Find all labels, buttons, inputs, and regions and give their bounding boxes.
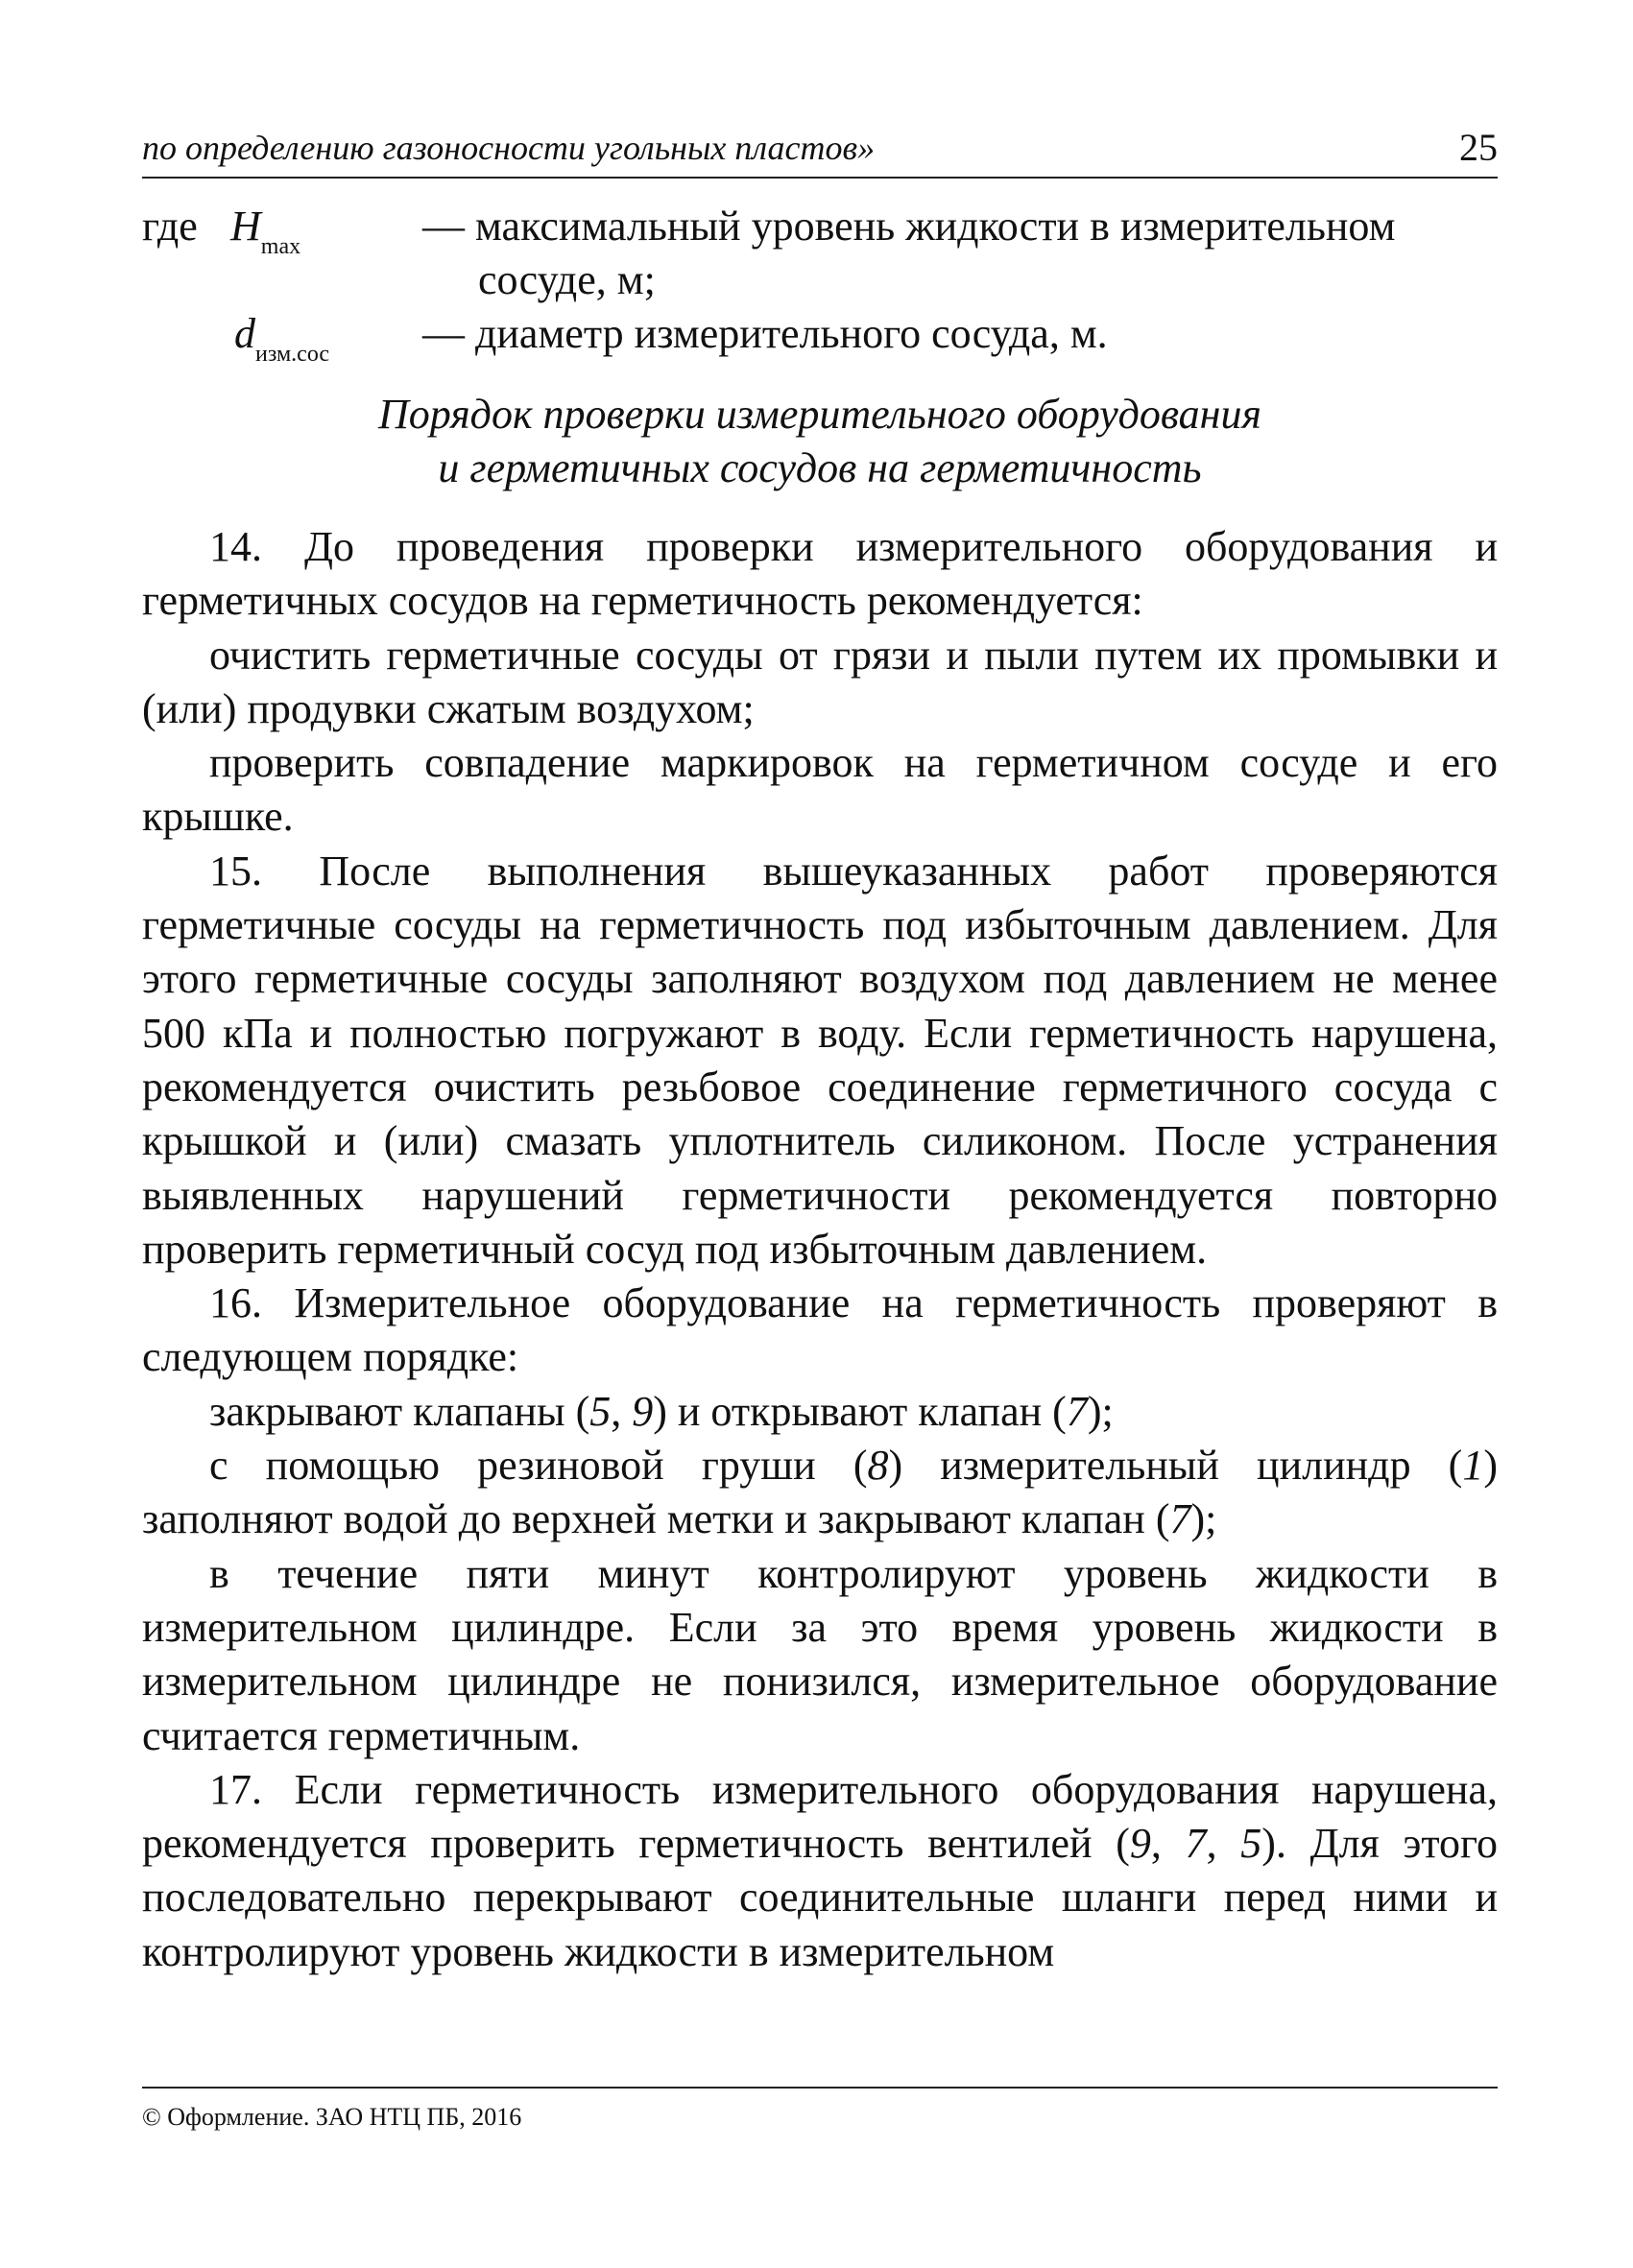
paragraph-five-minutes: в течение пяти минут контролируют уровень жидкости в измерительном цилиндре. Если за это время уровень жидкости в измерительном цилиндре не понизился, измерительное оборудование считается герметичным. — [142, 1549, 1498, 1759]
definition-diameter — [142, 307, 1498, 367]
text-run: ). Для этого последовательно перекрывают соединительные шланги перед ними и контролируют уровень жидкости в измерительном — [142, 1820, 1499, 1975]
text-run: ); — [1190, 1495, 1217, 1543]
symbol-definitions — [142, 200, 1498, 367]
definition-line: — диаметр измерительного сосуда, м. — [422, 310, 1108, 357]
running-header — [142, 123, 1498, 179]
text-run: , — [1206, 1820, 1241, 1868]
page-number: 25 — [1459, 126, 1498, 169]
footer-divider — [142, 2087, 1498, 2089]
reference-number: 9 — [1129, 1820, 1151, 1868]
definition-lead: где — [142, 203, 198, 250]
text-run: 17. Если герметичность измерительного оборудования нарушена, рекомендуется проверить герметичность вентилей ( — [142, 1765, 1498, 1868]
symbol-hmax — [230, 200, 300, 274]
symbol-letter: H — [230, 203, 261, 250]
running-title: по определению газоносности угольных пластов» — [142, 129, 876, 167]
paragraph-16: 16. Измерительное оборудование на герметичность проверяют в следующем порядке: — [142, 1279, 1498, 1381]
body-text — [142, 520, 1498, 1979]
paragraph-14: 14. До проведения проверки измерительного оборудования и герметичных сосудов на герметичность рекомендуется: — [142, 523, 1498, 625]
reference-number: 7 — [1185, 1820, 1207, 1868]
paragraph-rubber-bulb — [142, 1439, 1498, 1547]
symbol-subscript: изм.сос — [255, 342, 330, 367]
text-run: ) и открывают клапан ( — [653, 1387, 1067, 1435]
paragraph-markings: проверить совпадение маркировок на герметичном сосуде и его крышке. — [142, 739, 1498, 841]
definition-hmax — [142, 200, 1498, 307]
reference-number: 9 — [632, 1387, 654, 1435]
paragraph-clean: очистить герметичные сосуды от грязи и пыли путем их промывки и (или) продувки сжатым воздухом; — [142, 631, 1498, 732]
text-run: , — [611, 1387, 633, 1435]
text-run: ) измерительный цилиндр ( — [888, 1442, 1463, 1490]
paragraph-17 — [142, 1763, 1498, 1979]
paragraph-close-valves — [142, 1385, 1498, 1439]
text-run: ); — [1087, 1387, 1114, 1435]
text-run: с помощью резиновой груши ( — [209, 1442, 868, 1490]
symbol-diameter — [234, 307, 329, 381]
section-heading-line: и герметичных сосудов на герметичность — [438, 444, 1202, 491]
section-heading-line: Порядок проверки измерительного оборудования — [378, 391, 1261, 438]
text-run: закрывают клапаны ( — [209, 1387, 590, 1435]
symbol-letter: d — [234, 310, 255, 357]
reference-number: 1 — [1462, 1442, 1484, 1490]
definition-text — [422, 200, 1498, 307]
definition-text — [422, 307, 1498, 361]
reference-number: 8 — [867, 1442, 889, 1490]
definition-continuation: сосуде, м; — [478, 256, 656, 303]
section-heading — [142, 388, 1498, 495]
reference-number: 5 — [1240, 1820, 1262, 1868]
symbol-subscript: max — [260, 234, 301, 259]
reference-number: 7 — [1066, 1387, 1088, 1435]
text-run: ) заполняют водой до верхней метки и закрывают клапан ( — [142, 1442, 1498, 1543]
text-run: , — [1150, 1820, 1186, 1868]
definition-line: — максимальный уровень жидкости в измерительном — [422, 203, 1396, 250]
reference-number: 5 — [589, 1387, 612, 1435]
reference-number: 7 — [1169, 1495, 1191, 1543]
paragraph-15: 15. После выполнения вышеуказанных работ проверяются герметичные сосуды на герметичность под избыточным давлением. Для этого герметичные сосуды заполняют воздухом под давлением не менее 500 кПа и полностью погружают в воду. Если герметичность нарушена, рекомендуется очистить резьбовое соединение герметичного сосуда с крышкой и (или) смазать уплотнитель силиконом. После устранения выявленных нарушений герметичности рекомендуется повторно проверить герметичный сосуд под избыточным давлением. — [142, 847, 1498, 1273]
copyright-notice: © Оформление. ЗАО НТЦ ПБ, 2016 — [142, 2103, 522, 2131]
